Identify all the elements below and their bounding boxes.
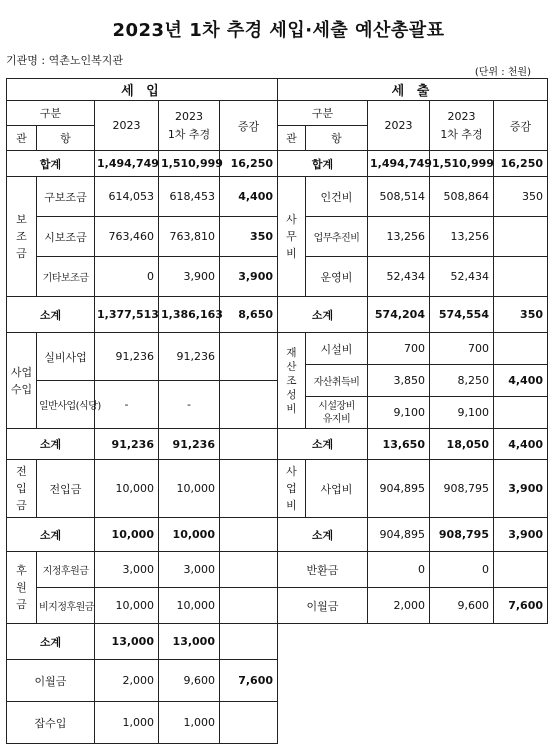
table-row: 재 산 조 성 비 시설비 700 700 — [278, 333, 548, 365]
expense-col-2023-supp: 2023 1차 추경 — [430, 101, 494, 151]
expense-table — [277, 78, 548, 624]
income-col-diff: 증감 — [220, 101, 278, 151]
table-row: 사 업 비 사업비 904,895 908,795 3,900 — [278, 460, 548, 518]
expense-col-diff: 증감 — [494, 101, 548, 151]
expense-total-row: 합계 1,494,749 1,510,999 16,250 — [278, 151, 548, 177]
expense-subtotal-row: 소계 13,650 18,050 4,400 — [278, 429, 548, 460]
income-col-2023-supp: 2023 1차 추경 — [159, 101, 220, 151]
expense-gwan-property: 재 산 조 성 비 — [278, 333, 306, 429]
table-row: 전 입 금 전입금 10,000 10,000 — [7, 460, 278, 518]
income-col-gubun: 구분 — [7, 101, 95, 126]
income-subtotal-row: 소계 91,236 91,236 — [7, 429, 278, 460]
table-row: 비지정후원금 10,000 10,000 — [7, 588, 278, 624]
table-row: 기타보조금 0 3,900 3,900 — [7, 257, 278, 297]
income-header: 세 입 — [7, 79, 278, 101]
table-row: 사 무 비 인건비 508,514 508,864 350 — [278, 177, 548, 217]
table-row: 시보조금 763,460 763,810 350 — [7, 217, 278, 257]
income-col-gwan: 관 — [7, 126, 37, 151]
expense-col-hang: 항 — [306, 126, 368, 151]
table-row: 보 조 금 구보조금 614,053 618,453 4,400 — [7, 177, 278, 217]
income-carryover-row: 이월금 2,000 9,600 7,600 — [7, 660, 278, 702]
expense-refund-row: 반환금 0 0 — [278, 552, 548, 588]
table-row: 일반사업(식당) - - — [7, 381, 278, 429]
income-table — [6, 78, 278, 744]
table-row: 시설장비 유지비 9,100 9,100 — [278, 397, 548, 429]
expense-subtotal-row: 소계 904,895 908,795 3,900 — [278, 518, 548, 552]
table-row: 업무추진비 13,256 13,256 — [278, 217, 548, 257]
income-misc-row: 잡수입 1,000 1,000 — [7, 702, 278, 744]
expense-subtotal-row: 소계 574,204 574,554 350 — [278, 297, 548, 333]
expense-carryover-row: 이월금 2,000 9,600 7,600 — [278, 588, 548, 624]
unit-label: (단위 : 천원) — [474, 67, 531, 78]
income-total-row: 합계 1,494,749 1,510,999 16,250 — [7, 151, 278, 177]
expense-gwan-admin: 사 무 비 — [278, 177, 306, 297]
income-gwan-subsidy: 보 조 금 — [7, 177, 37, 297]
expense-col-2023: 2023 — [368, 101, 430, 151]
expense-header: 세 출 — [278, 79, 548, 101]
expense-gwan-program: 사 업 비 — [278, 460, 306, 518]
expense-col-gwan: 관 — [278, 126, 306, 151]
table-row: 후 원 금 지정후원금 3,000 3,000 — [7, 552, 278, 588]
table-row: 운영비 52,434 52,434 — [278, 257, 548, 297]
income-subtotal-row: 소계 13,000 13,000 — [7, 624, 278, 660]
income-gwan-transfer: 전 입 금 — [7, 460, 37, 518]
income-gwan-business: 사업 수입 — [7, 333, 37, 429]
income-col-hang: 항 — [37, 126, 95, 151]
income-subtotal-row: 소계 10,000 10,000 — [7, 518, 278, 552]
table-row: 사업 수입 실비사업 91,236 91,236 — [7, 333, 278, 381]
table-row: 자산취득비 3,850 8,250 4,400 — [278, 365, 548, 397]
document-title: 2023년 1차 추경 세입·세출 예산총괄표 — [112, 20, 445, 41]
income-gwan-donation: 후 원 금 — [7, 552, 37, 624]
income-subtotal-row: 소계 1,377,513 1,386,163 8,650 — [7, 297, 278, 333]
income-col-2023: 2023 — [95, 101, 159, 151]
organization-label: 기관명 : 역촌노인복지관 — [6, 54, 123, 67]
expense-col-gubun: 구분 — [278, 101, 368, 126]
